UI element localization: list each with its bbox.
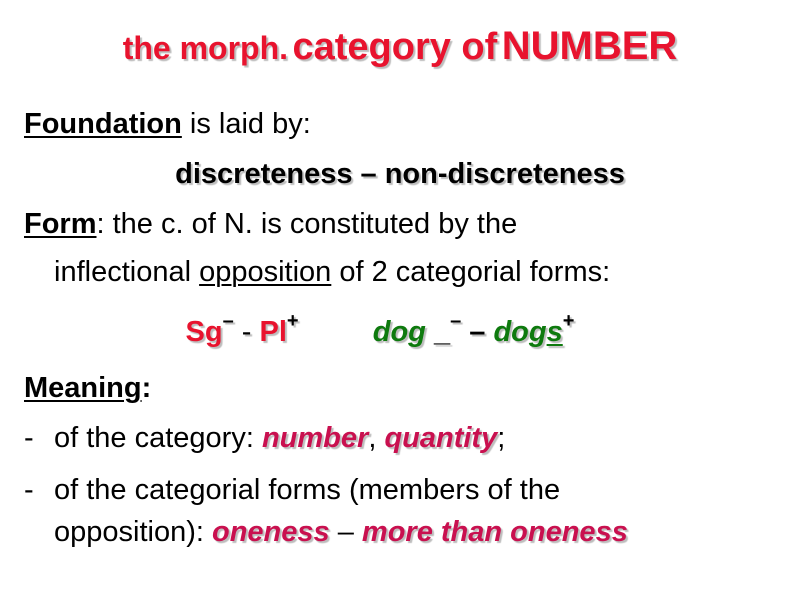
opposition-word: opposition	[199, 256, 332, 288]
foundation-text: is laid by:	[181, 108, 311, 140]
form-line-2	[54, 256, 610, 289]
pl-label: Pl	[259, 316, 287, 348]
meaning-item-2-line-2	[54, 516, 628, 549]
dogs-sup: +	[562, 310, 575, 332]
more-than-oneness-phrase: more than oneness	[361, 516, 628, 548]
meaning-item-1-end: ;	[497, 422, 506, 454]
sg-pl-sep: -	[233, 316, 260, 348]
form-text-2-pre: inflectional	[54, 256, 200, 288]
sg-sup: –	[222, 310, 234, 332]
form-line-1	[24, 208, 517, 241]
slide-title	[0, 24, 800, 69]
sg-label: Sg	[185, 316, 223, 348]
meaning-item-2-text-1: of the categorial forms (members of the	[54, 474, 561, 506]
meaning-line	[24, 372, 151, 405]
title-part-3: NUMBER	[501, 24, 678, 68]
meaning-colon: :	[141, 372, 152, 404]
title-part-1: the morph.	[122, 30, 289, 66]
meaning-item-1-comma: ,	[368, 422, 385, 454]
quantity-word: quantity	[384, 422, 498, 454]
foundation-line	[24, 108, 311, 141]
dog-word: dog	[372, 316, 426, 348]
oneness-word: oneness	[212, 516, 330, 548]
foundation-label: Foundation	[24, 108, 182, 140]
number-word: number	[261, 422, 369, 454]
meaning-label: Meaning	[24, 372, 142, 404]
meaning-item-2-line-1	[24, 474, 560, 507]
bullet-dash-2: -	[24, 474, 34, 506]
meaning-item-1	[24, 422, 505, 455]
meaning-item-2-sep: –	[329, 516, 362, 548]
meaning-item-1-text: of the category:	[54, 422, 262, 454]
dogs-suffix: s	[546, 316, 563, 348]
meaning-item-2-text-2: opposition):	[54, 516, 212, 548]
dogs-base: dog	[493, 316, 547, 348]
dog-blank: _	[425, 316, 451, 348]
form-text-2-post: of 2 categorial forms:	[331, 256, 611, 288]
pl-sup: +	[286, 310, 299, 332]
form-text-1: : the c. of N. is constituted by the	[96, 208, 518, 240]
dog-dash: –	[461, 316, 494, 348]
form-label: Form	[24, 208, 97, 240]
discreteness-line: discreteness – non-discreteness	[175, 158, 625, 190]
title-part-2: category of	[292, 26, 498, 68]
dog-sup: –	[450, 310, 462, 332]
sg-pl-line	[0, 310, 760, 349]
bullet-dash-1: -	[24, 422, 34, 454]
